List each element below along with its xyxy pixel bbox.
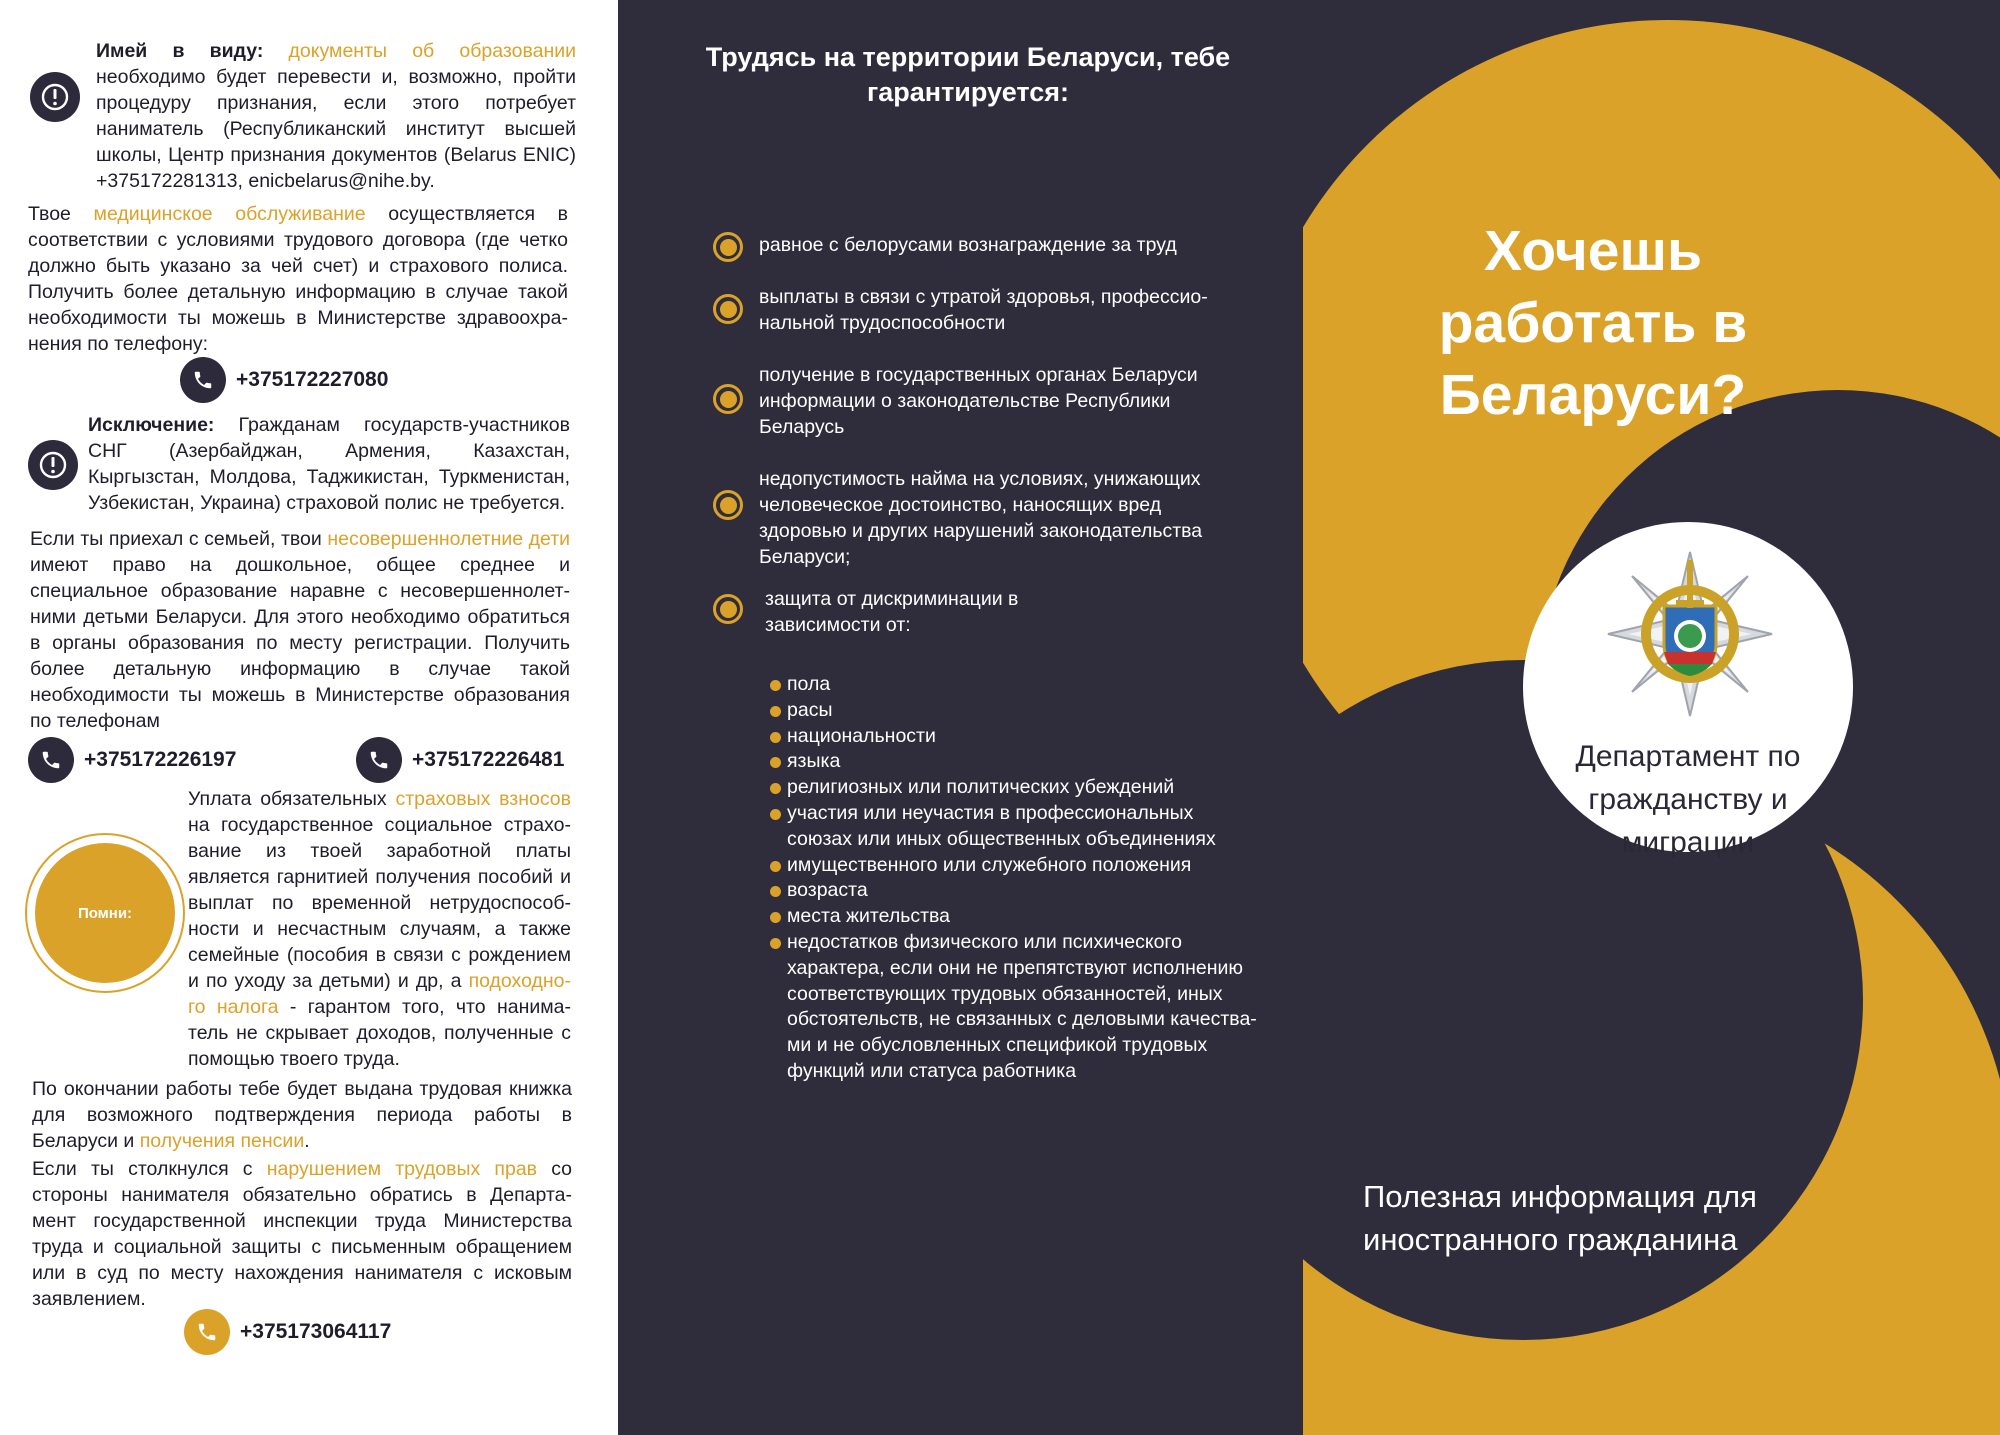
highlight-text: получения пенсии xyxy=(139,1130,305,1152)
discrimination-list xyxy=(768,672,1268,1085)
note-body: необходимо будет перевести и, возможно, пройти процедуру признания, если этого потребует наниматель (Республиканский институт высшей школы, Центр признания документов (Belarus ENIC) +375172281313, enicbelarus@nihe.by. xyxy=(96,66,576,192)
phone-icon xyxy=(356,737,402,783)
exception-label: Исключение: xyxy=(88,414,215,436)
left-panel xyxy=(0,0,618,1435)
phone-education-ministry-2 xyxy=(356,737,564,783)
violation-body: со стороны нанимателя обязательно обратись в Департа-мент государственной инспекции труда Министерства труда и социальной защиты с письменным обращением или в суд по месту нахождения нанимателя с исковым заявлением. xyxy=(32,1158,573,1310)
guarantee-text: получение в государственных органах Беларуси информации о законодательстве Республики Беларусь xyxy=(759,364,1198,438)
phone-number[interactable]: +375172227080 xyxy=(236,368,389,391)
exception-body: Гражданам государств-участников СНГ (Азербайджан, Армения, Казахстан, Кыргызстан, Молдова, Таджикистан, Туркменистан, Узбекистан, Украина) страховой полис не требуется. xyxy=(88,414,570,514)
cover-headline: Хочешь работать в Беларуси? xyxy=(1438,219,1748,427)
highlight-text: несовершеннолетние дети xyxy=(327,528,571,550)
note-label: Имей в виду: xyxy=(96,40,264,62)
department-name: Департамент по гражданству и миграции xyxy=(1575,740,1801,859)
warning-icon xyxy=(28,440,78,490)
guarantee-text: выплаты в связи с утратой здоровья, профессио-нальной трудоспособности xyxy=(759,286,1208,334)
violation-pre: Если ты столкнулся с xyxy=(32,1158,253,1180)
bullet-icon xyxy=(713,384,743,414)
list-item-text: недостатков физического или психического характера, если они не препятствуют исполнению соответствующих трудовых обязанностей, иных обстоятельств, не связанных с деловыми качества-ми и не обусловленных спецификой трудовых функций или статуса работника xyxy=(787,930,1257,1082)
list-item xyxy=(768,775,1268,801)
guarantee-item xyxy=(713,362,1233,440)
family-paragraph xyxy=(30,526,570,734)
insurance-pre: Уплата обязательных xyxy=(188,788,387,810)
note-education-documents xyxy=(96,38,576,194)
bullet-icon xyxy=(713,232,743,262)
list-item-text: языка xyxy=(787,750,841,773)
medical-paragraph xyxy=(28,201,568,357)
insurance-mid: на государственное социальное страхо-вание из твоей заработной платы является гарнитией получения пособий и выплат по временной нетрудоспособ-ности и несчастным случаям, а также семейные (пособия в связи с рождением и по уходу за детьми) и др, а xyxy=(188,814,571,992)
list-item xyxy=(768,930,1267,1085)
phone-health-ministry xyxy=(180,357,388,403)
list-item xyxy=(768,904,1268,930)
phone-icon xyxy=(28,737,74,783)
cover-subtitle: Полезная информация для иностранного гражданина xyxy=(1363,1179,1757,1257)
phone-icon xyxy=(184,1309,230,1355)
highlight-text: нарушением трудовых прав xyxy=(266,1158,538,1180)
guarantee-item xyxy=(713,232,1233,262)
guarantee-text: недопустимость найма на условиях, унижающих человеческое достоинство, наносящих вред здоровью и других нарушений законодательства Беларуси; xyxy=(759,468,1203,568)
guarantee-item xyxy=(713,466,1233,570)
workbook-pre: По окончании работы тебе будет выдана трудовая книжка для возможного подтверждения периода работы в Беларуси и xyxy=(32,1078,572,1152)
medical-body: осуществляется в соответствии с условиями трудового договора (где четко должно быть указано за чей счет) и страхового полиса. Получить более детальную информацию в случае такой необходимости ты можешь в Министерстве здравоохра-нения по телефону: xyxy=(28,203,569,355)
highlight-text: медицинское обслуживание xyxy=(93,203,366,225)
list-item xyxy=(768,672,1268,698)
medical-pre: Твое xyxy=(28,203,71,225)
workbook-paragraph xyxy=(32,1076,572,1154)
list-item-text: возраста xyxy=(787,879,868,902)
list-item xyxy=(768,698,1268,724)
list-item xyxy=(768,853,1268,879)
phone-number[interactable]: +375172226481 xyxy=(412,748,565,771)
guarantee-item xyxy=(713,586,1033,638)
remember-badge xyxy=(25,833,185,993)
bullet-icon xyxy=(713,294,743,324)
bullet-icon xyxy=(713,490,743,520)
family-pre: Если ты приехал с семьей, твои xyxy=(30,528,322,550)
warning-icon xyxy=(30,72,80,122)
phone-number[interactable]: +375173064117 xyxy=(240,1320,392,1343)
phone-education-ministry-1 xyxy=(28,737,236,783)
phone-icon xyxy=(180,357,226,403)
phone-labour-inspection xyxy=(184,1309,391,1355)
department-emblem-icon xyxy=(1523,522,1853,737)
violation-paragraph xyxy=(32,1156,572,1312)
remember-badge-inner xyxy=(35,843,175,983)
department-badge xyxy=(1523,522,1853,859)
highlight-text: документы об образовании xyxy=(288,40,576,62)
phone-number[interactable]: +375172226197 xyxy=(84,748,237,771)
list-item-text: расы xyxy=(787,698,833,721)
list-item xyxy=(768,724,1268,750)
list-item-text: имущественного или служебного положения xyxy=(787,853,1192,876)
insurance-post: - гарантом того, что нанима-тель не скрывает доходов, полученные с помощью твоего труда. xyxy=(188,996,571,1070)
highlight-text: подоходно-го налога xyxy=(188,970,571,1018)
highlight-text: страховых взносов xyxy=(395,788,571,810)
list-item-text: пола xyxy=(787,673,831,695)
guarantees-title: Трудясь на территории Беларуси, тебе гарантируется: xyxy=(705,42,1231,107)
list-item-text: национальности xyxy=(787,724,936,747)
list-item-text: места жительства xyxy=(787,905,951,928)
guarantee-item xyxy=(713,284,1233,336)
insurance-paragraph xyxy=(188,786,571,1072)
list-item-text: участия или неучастия в профессиональных союзах или иных общественных объединениях xyxy=(787,801,1216,850)
guarantee-text: равное с белорусами вознаграждение за труд xyxy=(759,234,1177,256)
list-item-text: религиозных или политических убеждений xyxy=(787,776,1175,799)
guarantee-text: защита от дискриминации в зависимости от: xyxy=(765,588,1019,636)
workbook-post: . xyxy=(304,1130,310,1152)
dark-panel xyxy=(618,0,2000,1435)
list-item xyxy=(768,749,1268,775)
list-item xyxy=(768,878,1268,904)
family-body: имеют право на дошкольное, общее среднее и специальное образование наравне с несовершеннолет-ними детьми Беларуси. Для этого необходимо обратиться в органы образования по месту регистрации. Получить более детальную информацию в случае такой необходимости ты можешь в Министерстве образования по телефонам xyxy=(30,554,570,732)
list-item xyxy=(768,801,1227,853)
exception-note xyxy=(88,412,570,516)
bullet-icon xyxy=(713,594,743,624)
remember-label: Помни: xyxy=(77,904,133,922)
